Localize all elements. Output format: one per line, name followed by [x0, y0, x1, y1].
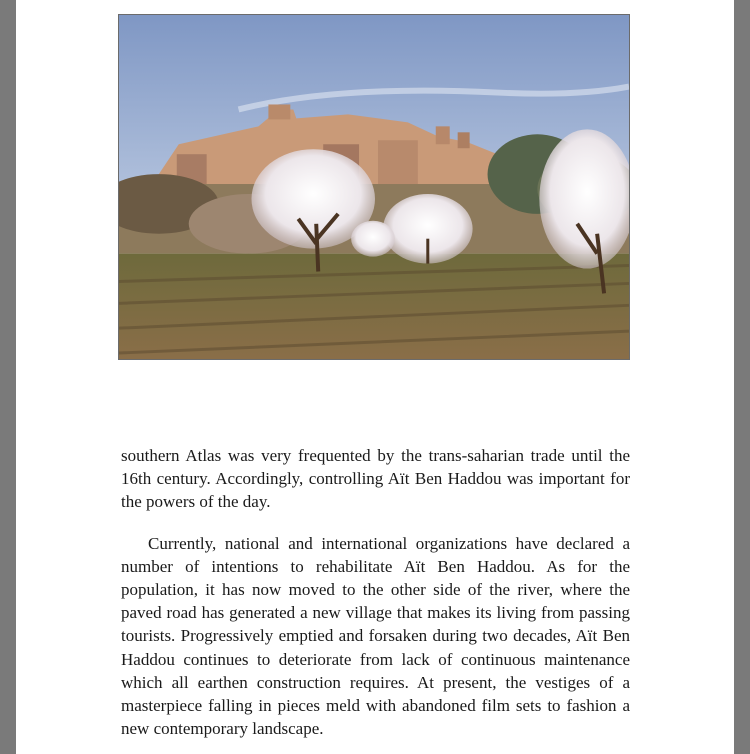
- document-page: [16, 0, 734, 754]
- paragraph-2: Currently, national and international organizations have declared a number of intentions to rehabilitate Aït Ben Haddou. As for the population, it has now moved to the other side of the river, where the paved road has generated a new village that makes its living from passing tourists. Progressively emptied and forsaken during two decades, Aït Ben Haddou continues to deteriorate from lack of continuous maintenance which all earthen construction requires. At present, the vestiges of a masterpiece falling in pieces meld with abandoned film sets to fashion a new contemporary landscape.: [121, 533, 630, 739]
- kasbah-photo: [118, 14, 630, 360]
- body-text: [121, 444, 630, 754]
- photo-illustration: [119, 15, 629, 359]
- paragraph-1: southern Atlas was very frequented by the trans-saharian trade until the 16th century. Accordingly, controlling Aït Ben Haddou was important for the powers of the day.: [121, 446, 630, 512]
